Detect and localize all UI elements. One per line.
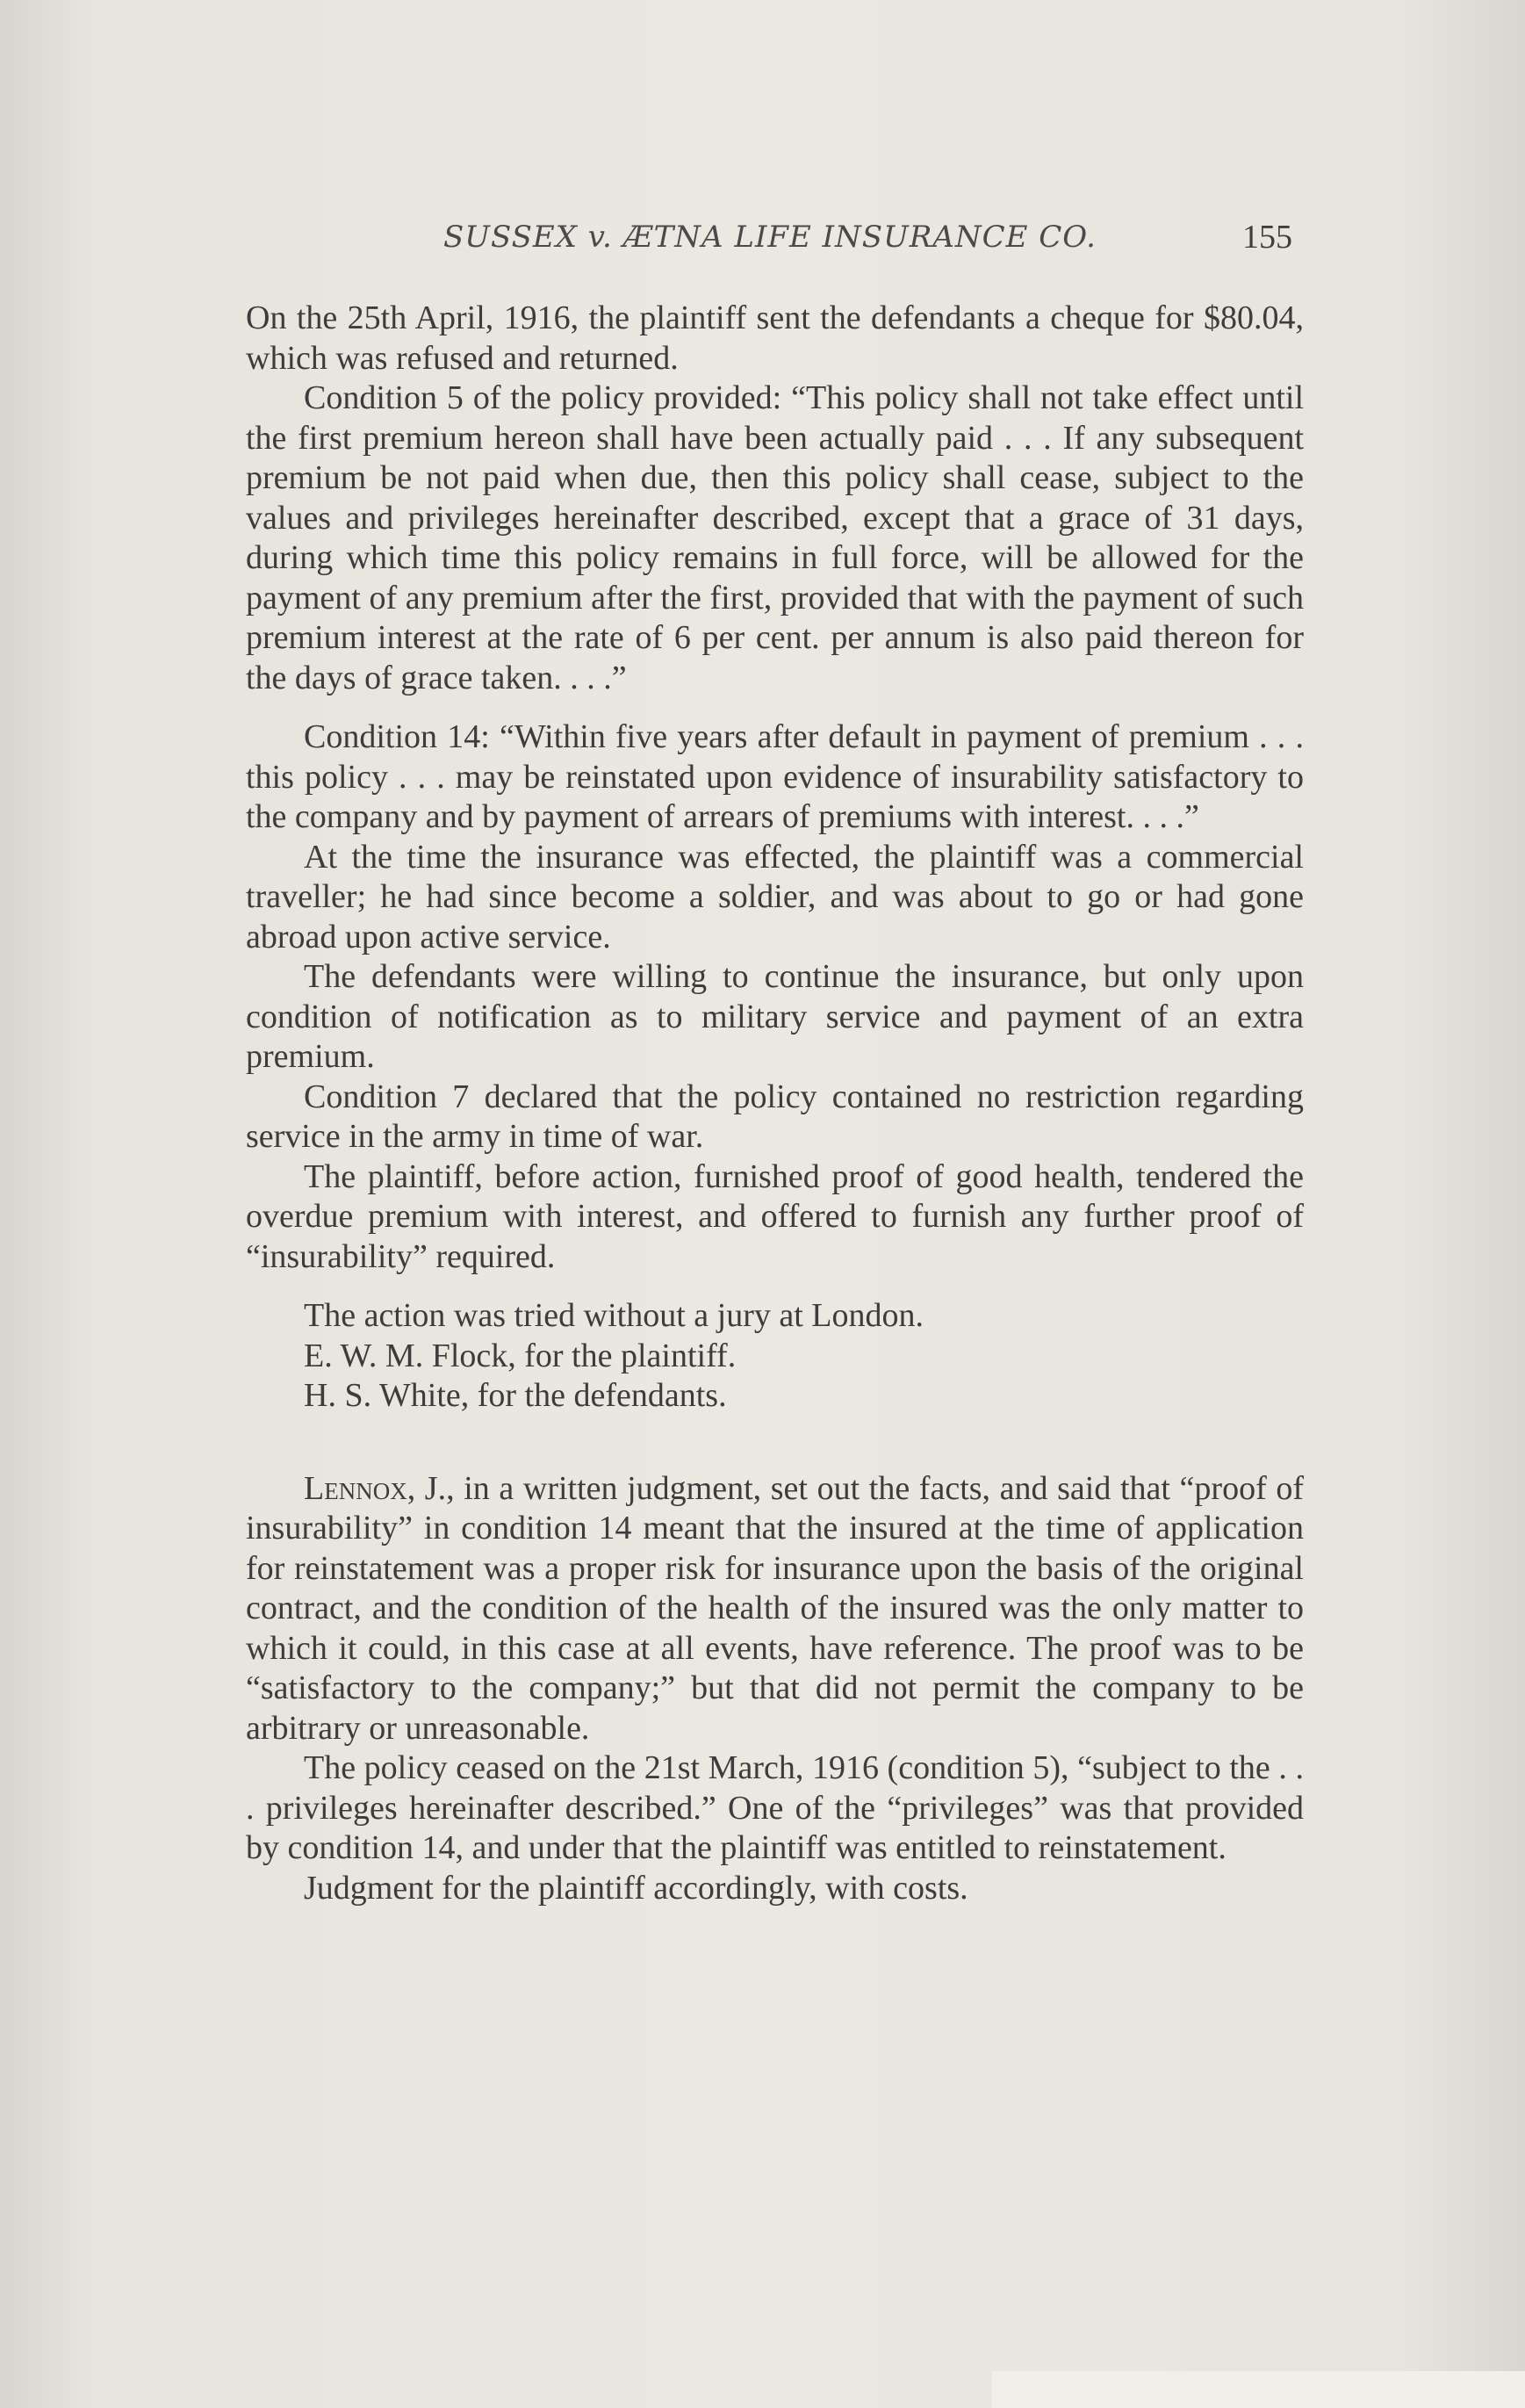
spacer xyxy=(246,1277,1304,1296)
paragraph-1: On the 25th April, 1916, the plaintiff sent the defendants a cheque for $80.04, which was refused and returned. xyxy=(246,299,1304,377)
paragraph-conclusion: Judgment for the plaintiff accordingly, with costs. xyxy=(304,1869,968,1907)
paragraph-condition-7: Condition 7 declared that the policy contained no restriction regarding service in the army in time of war. xyxy=(246,1078,1304,1155)
paragraph-condition-5: Condition 5 of the policy provided: “This policy shall not take effect until the first premium hereon shall have been actually paid . . . If any subsequent premium be not paid when due, then this policy shall cease, subject to the values and privileges hereinafter described, except that a grace of 31 days, during which time this policy remains in full force, will be allowed for the payment of any premium after the first, provided that with the payment of such premium interest at the rate of 6 per cent. per annum is also paid thereon for the days of grace taken. . . .” xyxy=(246,379,1304,696)
paragraph-proof-of-health: The plaintiff, before action, furnished proof of good health, tendered the overdue premium with interest, and offered to furnish any further proof of “insurability” required. xyxy=(246,1157,1304,1275)
paragraph-trial: The action was tried without a jury at London. xyxy=(304,1297,924,1334)
paragraph-counsel-defendants: H. S. White, for the defendants. xyxy=(304,1377,727,1414)
paragraph-counsel-plaintiff: E. W. M. Flock, for the plaintiff. xyxy=(304,1337,737,1374)
paragraph-commercial-traveller: At the time the insurance was effected, the plaintiff was a commercial traveller; he had since become a soldier, and was about to go or had gone abroad upon active service. xyxy=(246,838,1304,955)
judge-name: Lennox, J. xyxy=(304,1469,447,1507)
spacer xyxy=(246,698,1304,717)
spacer xyxy=(246,1417,1304,1469)
paragraph-defendants-willing: The defendants were willing to continue the insurance, but only upon condition of notification as to military service and payment of an extra premium. xyxy=(246,958,1304,1075)
paragraph-policy-ceased: The policy ceased on the 21st March, 1916 (condition 5), “subject to the . . . privileges hereinafter described.” One of the “privileges” was that provided by condition 14, and under that the plaintiff was entitled to reinstatement. xyxy=(246,1749,1304,1866)
scan-edge xyxy=(992,2371,1525,2408)
running-head: SUSSEX v. ÆTNA LIFE INSURANCE CO. xyxy=(443,220,1097,255)
paragraph-judgment xyxy=(246,1469,1304,1749)
page-number: 155 xyxy=(1242,219,1292,256)
judgment-text: , in a written judgment, set out the facts, and said that “proof of insurability” in condition 14 meant that the insured at the time of application for reinstatement was a proper risk for insurance upon the basis of the original contract, and the condition of the health of the insured was the only matter to which it could, in this case at all events, have reference. The proof was to be “satisfactory to the company;” but that did not permit the company to be arbitrary or unreasonable. xyxy=(246,1469,1304,1747)
paragraph-condition-14: Condition 14: “Within five years after default in payment of premium . . . this policy . . . may be reinstated upon evidence of insurability satisfactory to the company and by payment of arrears of premiums with interest. . . .” xyxy=(246,718,1304,835)
body-text xyxy=(246,299,1304,1908)
